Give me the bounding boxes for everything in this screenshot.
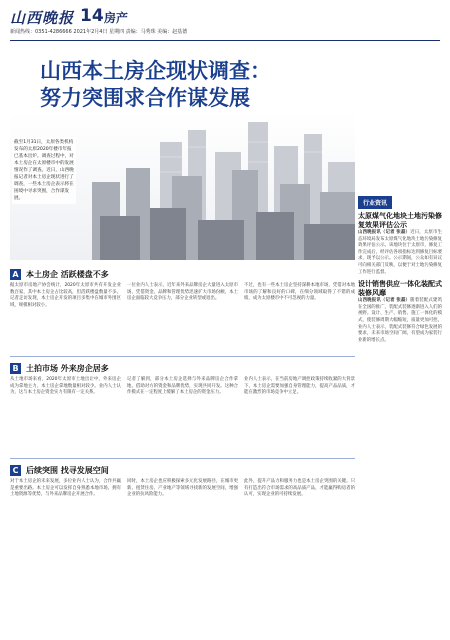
headline-line-1: 山西本土房企现状调查： — [40, 59, 271, 83]
section-a-col-2: 一位业内人士表示，近年来外来品牌房企大量进入太原市场，凭借资金、品牌和管理优势迅速扩大市场份额，本土房企面临较大竞争压力，部分企业转型或退出。 — [127, 283, 238, 302]
section-a-col-3: 不过，也有一些本土房企坚持深耕本地市场，凭借对本地市场的了解和良好的口碑，在细分领域取得了不错的成绩，成为太原楼市中不可忽视的力量。 — [244, 283, 355, 302]
section-c — [10, 464, 355, 499]
sidebar-title-2: 设计销售供应一体化装配式装修风靡 — [358, 280, 442, 298]
headline-line-2: 努力突围求合作谋发展 — [40, 86, 250, 110]
section-c-col-1: 对于本土房企的未来发展，多位业内人士认为，合作共赢是重要出路。本土房企可以发挥自身熟悉本地市场、拥有土地资源等优势，与外来品牌房企开展合作。 — [10, 479, 121, 498]
industry-news-tag: 行业资讯 — [358, 196, 392, 209]
sidebar-byline-2: 山西晚报讯（记者 张磊） — [358, 298, 411, 304]
sidebar-body-2: 随着装配式建筑在全国的推广，装配式装修逐渐进入人们的视野。设计、生产、销售、施工一体化的模式，使装修周期大幅缩短，质量更加可控。业内人士表示，装配式装修符合绿色发展的要求，未来市场空间广阔，有望成为家装行业新的增长点。 — [358, 298, 442, 343]
section-b-col-1: 从土地市场来看，2020年太原市土地出让中，外来房企成为拿地主力，本土房企拿地数量相对较少。业内人士认为，这与本土房企资金实力有限有一定关系。 — [10, 377, 121, 396]
section-divider — [10, 356, 355, 357]
masthead-info: 新闻热线：0351-4286666 2021年2月4日 星期四 责编：马秀珠 美编：赵基德 — [10, 29, 188, 35]
section-c-body — [10, 479, 355, 499]
section-b-body — [10, 377, 355, 397]
section-c-col-2: 同时，本土房企也应积极探索多元化发展路径，在城市更新、租赁住房、产业地产等领域寻找新的发展空间，增强企业的抗风险能力。 — [127, 479, 238, 498]
section-c-title: 后续突围 找寻发展空间 — [26, 465, 109, 475]
section-b-col-2: 记者了解到，部分本土房企选择与外来品牌房企合作拿地，借助对方的资金和品牌优势，实现共同开发。这种合作模式在一定程度上缓解了本土房企的资金压力。 — [127, 377, 238, 396]
lede-paragraph: 截至1月31日，太原各类机构发布的太原2020年楼市年报已基本出炉。调查过程中，对本土房企在太原楼市中的发展情况作了调查。近日，山西晚报记者对本土房企现状进行了调查，一些本土房企表示将在困境中寻求突围，合作谋发展。 — [12, 137, 76, 204]
section-b — [10, 362, 355, 397]
sidebar-title-1: 太原煤气化地块土地污染修复效果评估公示 — [358, 212, 442, 229]
page-number: 14 — [80, 6, 104, 26]
section-c-badge: C — [10, 465, 21, 476]
sidebar-body-1: 近日，太原市生态环境局发布太原煤气化地块土地污染修复效果评估公示。该地块位于太原市，修复工作完成后，经评估各项指标达到修复目标要求，现予以公示。公示期间，公众如有异议可向相关部门反映，以便于对土地污染修复工作进行监督。 — [358, 230, 442, 275]
sidebar-byline-1: 山西晚报讯（记者 张磊） — [358, 230, 411, 235]
section-a-badge: A — [10, 269, 21, 280]
section-c-header — [10, 464, 355, 476]
section-a-title: 本土房企 活跃楼盘不多 — [26, 269, 109, 279]
newspaper-logo: 山西晚报 — [10, 9, 75, 27]
section-name: 房产 — [104, 11, 129, 25]
headline — [40, 58, 400, 112]
sidebar-article-2 — [358, 298, 442, 344]
section-a-header — [10, 268, 355, 280]
section-b-title: 土拍市场 外来房企居多 — [26, 363, 109, 373]
section-c-col-3: 此外，提升产品力和服务力也是本土房企突围的关键。只有打造出符合市场需求的高品质产品，才能赢得购房者的认可，实现企业的可持续发展。 — [244, 479, 355, 498]
section-divider — [10, 458, 355, 459]
section-a — [10, 268, 355, 309]
sidebar-article-1 — [358, 230, 442, 276]
section-b-col-3: 业内人士表示，在当前房地产调控政策持续收紧的大背景下，本土房企需要加强自身管理能力，提高产品品质，才能在激烈的市场竞争中立足。 — [244, 377, 355, 396]
section-b-header — [10, 362, 355, 374]
masthead — [10, 6, 440, 41]
section-a-col-1: 据太原市房地产协会统计，2020年太原市共有开发企业数百家，其中本土房企占比较高，但活跃楼盘数量不多。记者走访发现，本土房企开发的项目多集中在城市外围区域，规模相对较小。 — [10, 283, 121, 308]
section-a-body — [10, 283, 355, 309]
news-sidebar — [358, 112, 442, 632]
section-b-badge: B — [10, 363, 21, 374]
